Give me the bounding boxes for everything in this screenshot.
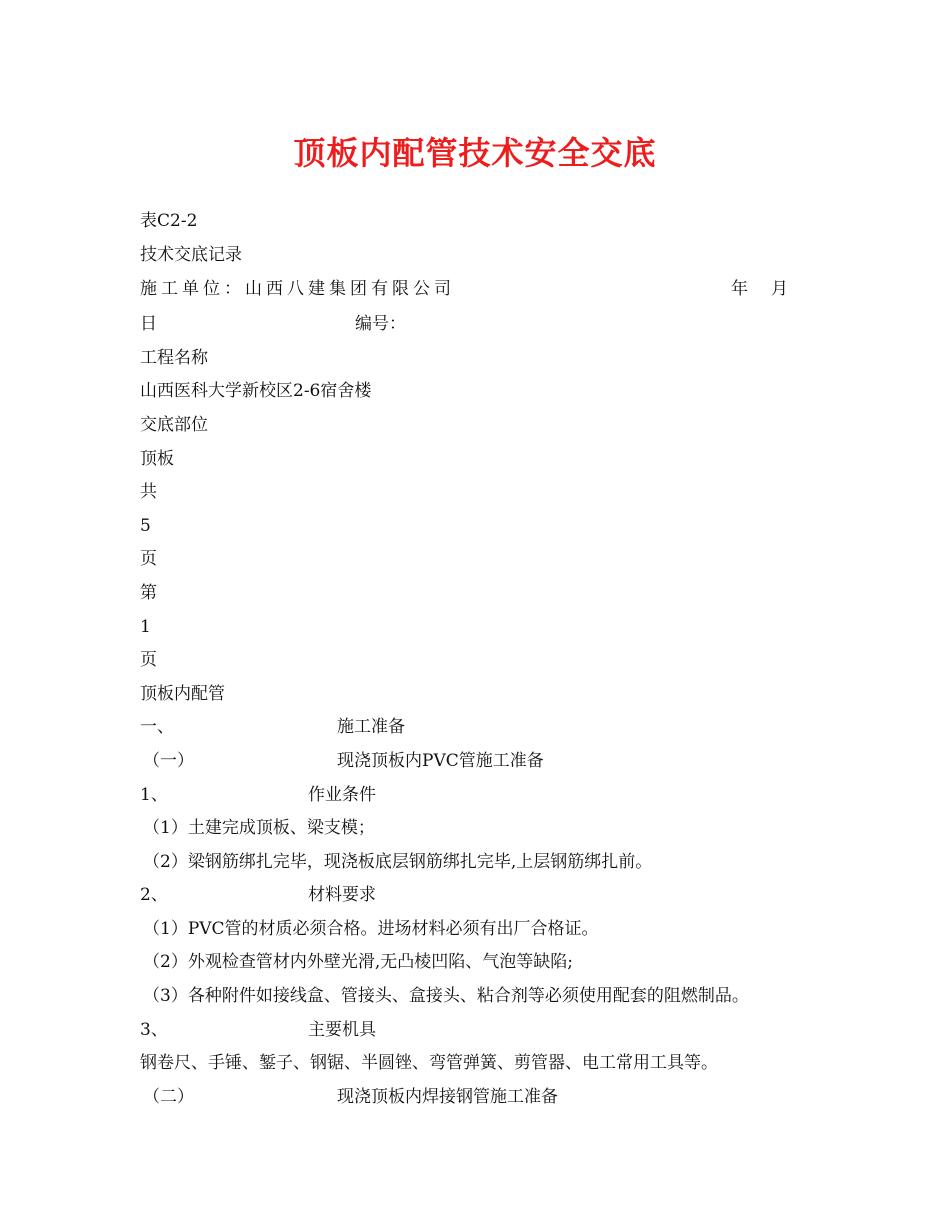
- paragraph: （2）梁钢筋绑扎完毕，现浇板底层钢筋绑扎完毕,上层钢筋绑扎前。: [143, 852, 653, 872]
- page-number: 1: [140, 617, 151, 637]
- page-char: 页: [140, 650, 157, 670]
- subsection-title: 现浇顶板内PVC管施工准备: [337, 751, 544, 771]
- item-title: 作业条件: [308, 785, 376, 805]
- total-pages: 5: [140, 516, 151, 536]
- item-title: 材料要求: [308, 885, 376, 905]
- year-label: 年: [731, 279, 748, 299]
- subsection-number: （二）: [143, 1087, 194, 1107]
- project-name: 山西医科大学新校区2-6宿舍楼: [140, 381, 372, 401]
- construction-unit: 施工单位：山西八建集团有限公司: [140, 279, 455, 299]
- item-number: 1、: [140, 785, 168, 805]
- record-name: 技术交底记录: [140, 245, 242, 265]
- paragraph: （1）PVC管的材质必须合格。进场材料必须有出厂合格证。: [143, 919, 599, 939]
- part-label: 交底部位: [140, 415, 208, 435]
- page-char: 页: [140, 549, 157, 569]
- item-number: 3、: [140, 1020, 168, 1040]
- paragraph: （3）各种附件如接线盒、管接头、盒接头、粘合剂等必须使用配套的阻燃制品。: [143, 986, 749, 1006]
- section-title: 施工准备: [337, 717, 405, 737]
- topic: 顶板内配管: [140, 684, 225, 704]
- paragraph: 钢卷尺、手锤、錾子、钢锯、半圆锉、弯管弹簧、剪管器、电工常用工具等。: [140, 1053, 718, 1073]
- project-label: 工程名称: [140, 348, 208, 368]
- page-no-label: 第: [140, 583, 157, 603]
- item-number: 2、: [140, 885, 168, 905]
- section-number: 一、: [140, 717, 174, 737]
- document-title: 顶板内配管技术安全交底: [293, 134, 657, 172]
- subsection-number: （一）: [143, 751, 194, 771]
- month-label: 月: [771, 279, 788, 299]
- paragraph: （2）外观检查管材内外壁光滑,无凸棱凹陷、气泡等缺陷;: [143, 952, 573, 972]
- subsection-title: 现浇顶板内焊接钢管施工准备: [337, 1087, 558, 1107]
- item-title: 主要机具: [308, 1020, 376, 1040]
- paragraph: （1）土建完成顶板、梁支模；: [143, 818, 375, 838]
- total-label: 共: [140, 482, 157, 502]
- day-label: 日: [140, 314, 157, 334]
- serial-label: 编号：: [355, 314, 406, 334]
- part-value: 顶板: [140, 449, 174, 469]
- table-number: 表C2-2: [140, 211, 198, 231]
